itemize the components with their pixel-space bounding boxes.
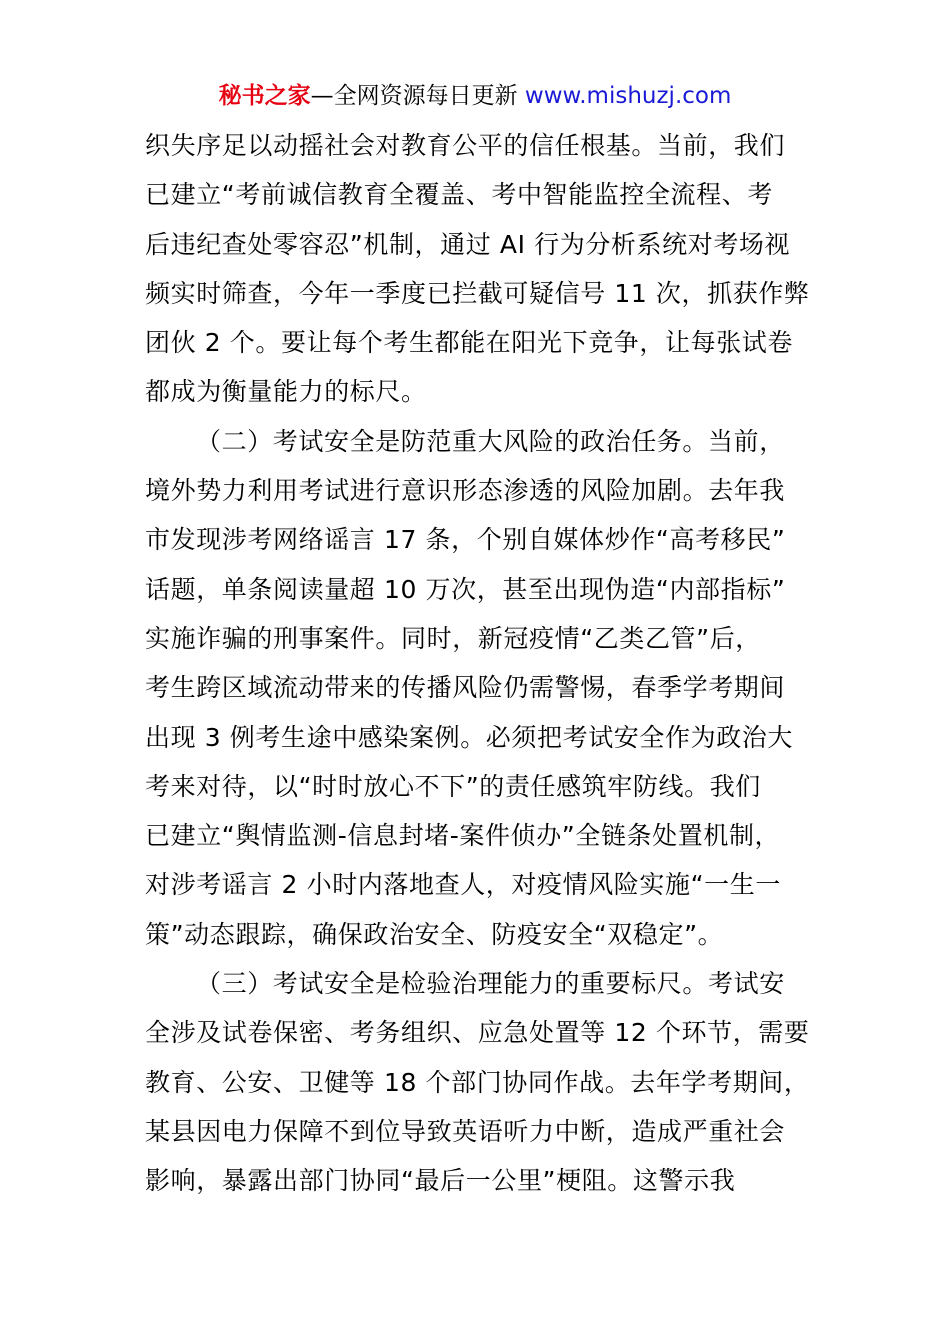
- text-line: 考来对待，以“时时放心不下”的责任感筑牢防线。我们: [145, 771, 761, 801]
- site-url-link[interactable]: www.mishuzj.com: [524, 83, 732, 109]
- text-line: 策”动态跟踪，确保政治安全、防疫安全“双稳定”。: [145, 919, 724, 949]
- text-line: 教育、公安、卫健等 18 个部门协同作战。去年学考期间，: [145, 1067, 810, 1097]
- text-line: 织失序足以动摇社会对教育公平的信任根基。当前，我们: [145, 131, 786, 160]
- text-line: 团伙 2 个。要让每个考生都能在阳光下竞争，让每张试卷: [145, 328, 794, 358]
- text-line: 后违纪查处零容忍”机制，通过 AI 行为分析系统对考场视: [145, 229, 791, 259]
- text-line: 全涉及试卷保密、考务组织、应急处置等 12 个环节，需要: [145, 1018, 810, 1048]
- text-line: 某县因电力保障不到位导致英语听力中断，造成严重社会: [145, 1116, 786, 1146]
- section-heading-line: （三）考试安全是检验治理能力的重要标尺。考试安: [196, 969, 785, 999]
- text-line: 频实时筛查，今年一季度已拦截可疑信号 11 次，抓获作弊: [145, 278, 810, 308]
- document-body: [145, 121, 809, 1206]
- section-heading-line: （二）考试安全是防范重大风险的政治任务。当前，: [196, 426, 785, 456]
- brand-name: 秘书之家: [218, 83, 311, 109]
- text-line: 话题，单条阅读量超 10 万次，甚至出现伪造“内部指标”: [145, 574, 786, 604]
- text-line: 实施诈骗的刑事案件。同时，新冠疫情“乙类乙管”后，: [145, 623, 761, 653]
- text-line: 都成为衡量能力的标尺。: [145, 377, 427, 407]
- page-header: [0, 80, 950, 112]
- text-line: 已建立“考前诚信教育全覆盖、考中智能监控全流程、考: [145, 180, 773, 210]
- text-line: 出现 3 例考生途中感染案例。必须把考试安全作为政治大: [145, 722, 794, 752]
- header-tagline: —全网资源每日更新: [310, 83, 518, 109]
- text-line: 考生跨区域流动带来的传播风险仍需警惕，春季学考期间: [145, 673, 786, 703]
- text-line: 境外势力利用考试进行意识形态渗透的风险加剧。去年我: [145, 476, 786, 506]
- text-line: 影响，暴露出部门协同“最后一公里”梗阻。这警示我: [145, 1166, 736, 1196]
- text-line: 市发现涉考网络谣言 17 条，个别自媒体炒作“高考移民”: [145, 525, 786, 555]
- text-line: 已建立“舆情监测-信息封堵-案件侦办”全链条处置机制，: [145, 821, 781, 851]
- text-line: 对涉考谣言 2 小时内落地查人，对疫情风险实施“一生一: [145, 870, 781, 900]
